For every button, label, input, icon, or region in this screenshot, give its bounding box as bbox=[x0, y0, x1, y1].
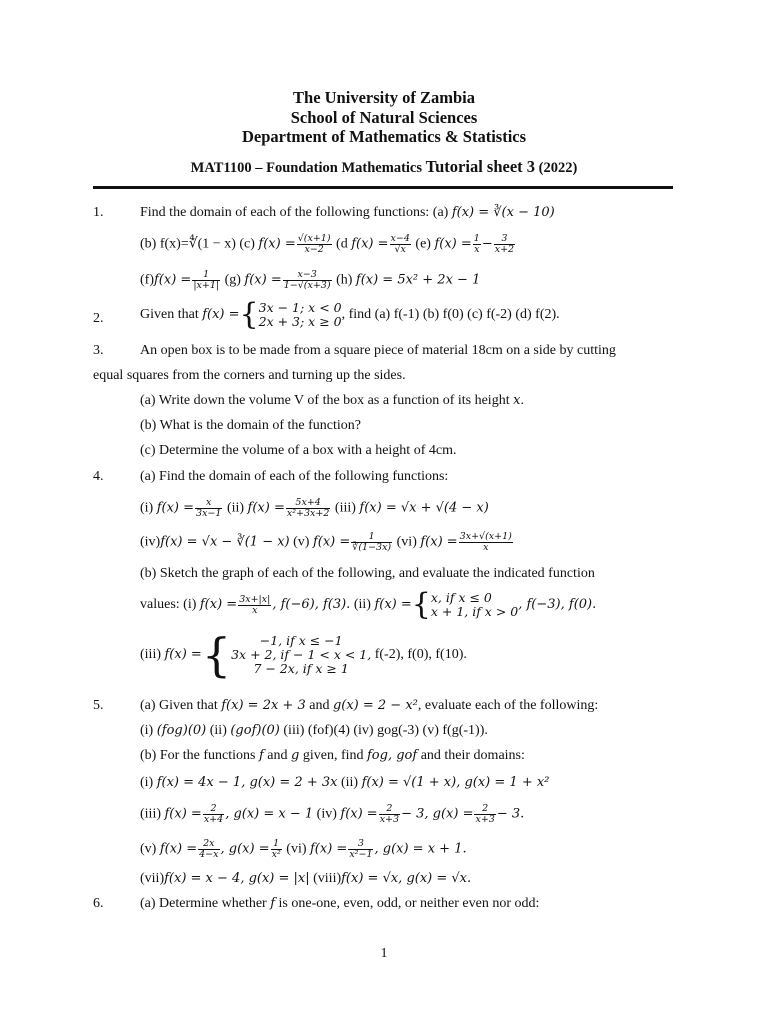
q2-line: Given that f(x) ={ 3x − 1; x < 0 2x + 3; x ≥ 0 , find (a) f(-1) (b) f(0) (c) f(-2) (d) f(2). bbox=[140, 297, 560, 332]
q3-b: (b) What is the domain of the function? bbox=[140, 418, 361, 433]
course-code: MAT1100 – Foundation Mathematics bbox=[190, 160, 422, 176]
header-divider bbox=[93, 186, 673, 189]
page-number: 1 bbox=[380, 946, 388, 961]
sheet-title: Tutorial sheet 3 bbox=[425, 157, 536, 176]
q3-a: (a) Write down the volume V of the box as a function of its height x. bbox=[140, 393, 524, 408]
q5-b-line1: (i) f(x) = 4x − 1, g(x) = 2 + 3x (ii) f(x) = √(1 + x), g(x) = 1 + x² bbox=[140, 775, 550, 790]
q3-line2: equal squares from the corners and turning up the sides. bbox=[93, 368, 406, 383]
q5-b-line2: (iii) f(x) = $\frac{2}{x+4}$ , g(x) = x − 1 (iv) f(x) = $\frac{2}{x+3}$ − 3, g(x) = $\frac{2}{x+3}$ − 3. bbox=[140, 803, 525, 825]
q4-a: (a) Find the domain of each of the following functions: bbox=[140, 469, 449, 484]
q6-a: (a) Determine whether f is one-one, even, odd, or neither even nor odd: bbox=[140, 896, 540, 911]
q4-b: (b) Sketch the graph of each of the following, and evaluate the indicated function bbox=[140, 566, 595, 581]
department-name: Department of Mathematics & Statistics bbox=[241, 127, 527, 146]
q5-b-line3: (v) f(x) = $\frac{2x}{4-x}$ , g(x) = $\frac{1}{\text{x²}}$ (vi) f(x) = $\frac{3}{\text{x²−1}}$ , g(x) = x + 1. bbox=[140, 838, 467, 860]
course-title bbox=[0, 157, 768, 178]
q4-number: 4. bbox=[93, 469, 104, 484]
q4-b-line2: (iii) f(x) ={ −1, if x ≤ −1 3x + 2, if − 1 < x < 1, 7 − 2x, if x ≥ 1 f(-2), f(0), f(10). bbox=[140, 628, 467, 682]
university-name: The University of Zambia bbox=[293, 88, 475, 107]
q4-b-line1: values: (i) f(x) = $\frac{3x+|x|}{x}$ , f(−6), f(3). (ii) f(x) ={ x, if x ≤ 0 x + 1, if x > 0 , f(−3), f(0). bbox=[140, 587, 597, 622]
q4-a-line1: (i) f(x) = $\frac{x}{3x-1}$ (ii) f(x) = $\frac{5x+4}{\text{x²+3x+2}}$ (iii) f(x) = √x + √(4 − x) bbox=[140, 497, 489, 519]
q1-a-expr: f(x) = ∛(x − 10) bbox=[451, 205, 555, 220]
q3-c: (c) Determine the volume of a box with a height of 4cm. bbox=[140, 443, 457, 458]
q3-number: 3. bbox=[93, 343, 104, 358]
q5-b: (b) For the functions f and g given, find fog, gof and their domains: bbox=[140, 748, 525, 763]
q5-b-line4: (vii)f(x) = x − 4, g(x) = |x| (viii)f(x) = √x, g(x) = √x. bbox=[140, 871, 472, 886]
q2-number: 2. bbox=[93, 311, 104, 326]
sheet-year: (2022) bbox=[538, 160, 578, 176]
q5-number: 5. bbox=[93, 698, 104, 713]
q1-number: 1. bbox=[93, 205, 104, 220]
q5-a: (a) Given that f(x) = 2x + 3 and g(x) = 2 − x², evaluate each of the following: bbox=[140, 698, 599, 713]
q4-a-line2: (iv)f(x) = √x − ∛(1 − x) (v) f(x) = $\frac{1}{∛(1-3x)}$ (vi) f(x) = $\frac{3x+√(x+1)}{x}$ bbox=[140, 531, 512, 553]
q3-line1: An open box is to be made from a square piece of material 18cm on a side by cutting bbox=[140, 343, 616, 358]
school-name: School of Natural Sciences bbox=[290, 108, 478, 127]
q6-number: 6. bbox=[93, 896, 104, 911]
q1-line3: (f)f(x) = $\frac{1}{|x+1|}$ (g) f(x) = $\frac{x-3}{1-√(x+3)}$ (h) f(x) = 5x² + 2x − 1 bbox=[140, 269, 481, 291]
q1-line2: (b) f(x)=∜(1 − x) (c) f(x) = $\frac{√(x+1)}{x-2}$ (d f(x) = $\frac{x-4}{√x}$ (e) f(x) = $\frac{1}{x}$ − $\frac{3}{x+2}$ bbox=[140, 233, 515, 255]
q1-line1: Find the domain of each of the following functions: (a) f(x) = ∛(x − 10) bbox=[140, 205, 555, 220]
q5-a-items: (i) (fog)(0) (ii) (gof)(0) (iii) (fof)(4) (iv) gog(-3) (v) f(g(-1)). bbox=[140, 723, 488, 738]
